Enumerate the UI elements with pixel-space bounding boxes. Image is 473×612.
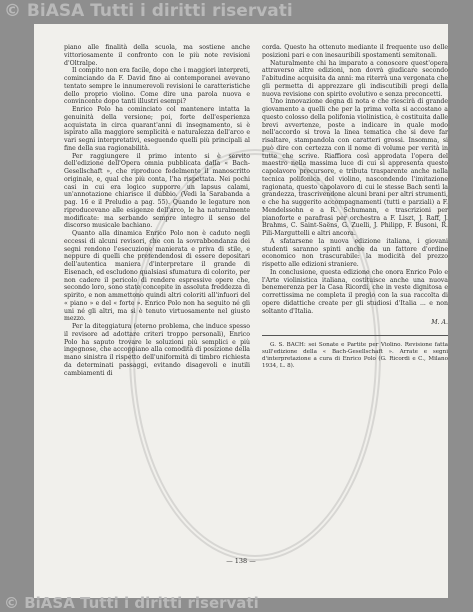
right-paragraph-5: In conclusione, questa edizione che onora Enrico Polo e l'Arte violinistica italiana, costituisce anche una nuova benemerenza per la Casa Ricordi, che in veste dignitosa e correttissima ne completa il pregio con la sua raccolta di opere didattiche create per gli studiosi d'Italia ... e non soltanto d'Italia. [262, 268, 448, 315]
left-paragraph-2: Il compito non era facile, dopo che i maggiori interpreti, cominciando da F. David fino ai contemporanei avevano tentato sempre le innumerevoli revisioni le caratteristiche dello proprio violino. Come dire una parola nuova e convincente dopo tanti illustri esempi? [64, 67, 250, 106]
right-paragraph-2: Naturalmente chi ha imparato a conoscere quest'opera attraverso altre edizioni, non dovrà giudicare secondo l'abitudine acquisita da anni: ma riterrà una vergonata che gli permetta di apprezzare gli indiscutibili pregi della nuova revisione con spirito evolutivo e senza preconcetti. [262, 59, 448, 98]
left-paragraph-1: piano alle finalità della scuola, ma sostiene anche vittoriosamente il confronto con le più note revisioni d'Oltralpe. [64, 44, 250, 67]
author-signature: M. A. [431, 319, 448, 327]
bibliographic-note: G. S. BACH: sei Sonate e Partite per Violino. Revisione fatta sull'edizione della « Bach-Gesellschaft ». Arrate e segni d'interpretazione a cura di Enrico Polo (G. Ricordi e C., Milano 1934, L. 8). [262, 342, 448, 369]
watermark-bottom: © BiASA Tutti i diritti riservati [4, 594, 259, 612]
left-paragraph-3: Enrico Polo ha cominciato col mantenere intatta la genuinità della versione; poi, forte dell'esperienza acquistata in circa quarant'anni di insegnamento, si è ispirato alla maggiore semplicità e naturalezza dell'arco e vari segni interpretativi, eseguendo quelli più principali al fine della sua ragionabilità. [64, 106, 250, 152]
right-paragraph-4: A sfatarsene la nuova edizione italiana, i giovani studenti saranno spinti anche da un fattore d'ordine economico non trascurabile: la modicità del prezzo rispetto alle edizioni straniere. [262, 237, 448, 268]
page-number: — 138 — [226, 557, 256, 565]
left-paragraph-5: Quanto alla dinamica Enrico Polo non è caduto negli eccessi di alcuni revisori, che con la sovrabbondanza dei segni rendono l'esecuzione manierata e priva di stile, e neppure di quelli che pretendendosi di essere depositari dell'autentica maniera d'interpretare il grande di Eisenach, ed escludono qualsiasi sfumatura di colorito, per non cadere il pericolo di rendere espressive opere che, secondo loro, sono state concepite in assoluta freddezza di spirito, e non ammettono quindi altri coloriti all'infuori del « piano » e del « forte ». Enrico Polo non ha seguito né gli uni né gli altri, ma si è tenuto virtuosamente nel giusto mezzo. [64, 230, 250, 323]
right-paragraph-1: corda. Questo ha ottenuto mediante il frequente uso delle posizioni pari e con inesauribili spostamenti semitonali. [262, 44, 448, 59]
document-page [34, 24, 448, 598]
right-column [262, 44, 448, 370]
right-paragraph-3: Uno innovazione degna di nota e che riescirà di grande giovamento a quelli che per la prima volta si accostano a questo colosso della polifonia violinistica, è costituita dalle brevi avvertenze, poste a indicare in quale modo nell'accordo si trova la linea tematica che si deve far risaltare, stampandola con caratteri grossi. Insomma, si può dire con certezza con il nome di volume per verità in tutte che scrive. Riaffiora così approdata l'opera del maestro nella massima luce di cui si appresenta questo capolavoro precursore, e tributa trasparente anche nella tecnica polifonica del violino, nascondendo l'imitazione ragionata, questo capolavoro di cui le stesse Bach sentì la grandezza, trascrivendone alcuni brani per altri strumenti, e che ha suggerito accompagnamenti (tutti e parziali) a F. Mendelssohn e a R. Schumann, e trascrizioni per pianoforte e parafrasi per orchestra a F. Liszt, J. Raff, J. Brahms, C. Saint-Saëns, G. Zuelli, J. Philipp, F. Busoni, R. Pili-Marguttelli e altri ancora. [262, 98, 448, 237]
watermark-top: © BiASA Tutti i diritti riservati [4, 1, 293, 21]
left-paragraph-6: Per la diteggiatura (eterno problema, che induce spesso il revisore ad adottare criteri troppo personali), Enrico Polo ha saputo trovare le soluzioni più semplici e più ingegnose, che accoppiano alla comodità di posizione della mano sinistra il rispetto dell'uniformità di timbro richiesta da determinati passaggi, evitando disagevoli e inutili cambiamenti di [64, 323, 250, 377]
left-column [64, 44, 250, 377]
left-paragraph-4: Per raggiungere il primo intento si è servito dell'edizione dell'Opera omnia pubblicata dalla « Bach-Gesellschaft », che riproduce fedelmente il manoscritto originale, e, qual che più conta, l'ha rispettata. Nei pochi casi in cui era logico supporre un lapsus calami, un'annotazione chiarisce il dubbio. (Vedi la Sarabanda a pag. 16 e il Preludio a pag. 55). Quando le legature non riproducevano alle esigenze dell'arco, le ha naturalmente modificate: ma serbando sempre integro il senso del discorso musicale bachiano. [64, 152, 250, 230]
note-divider [262, 335, 448, 336]
